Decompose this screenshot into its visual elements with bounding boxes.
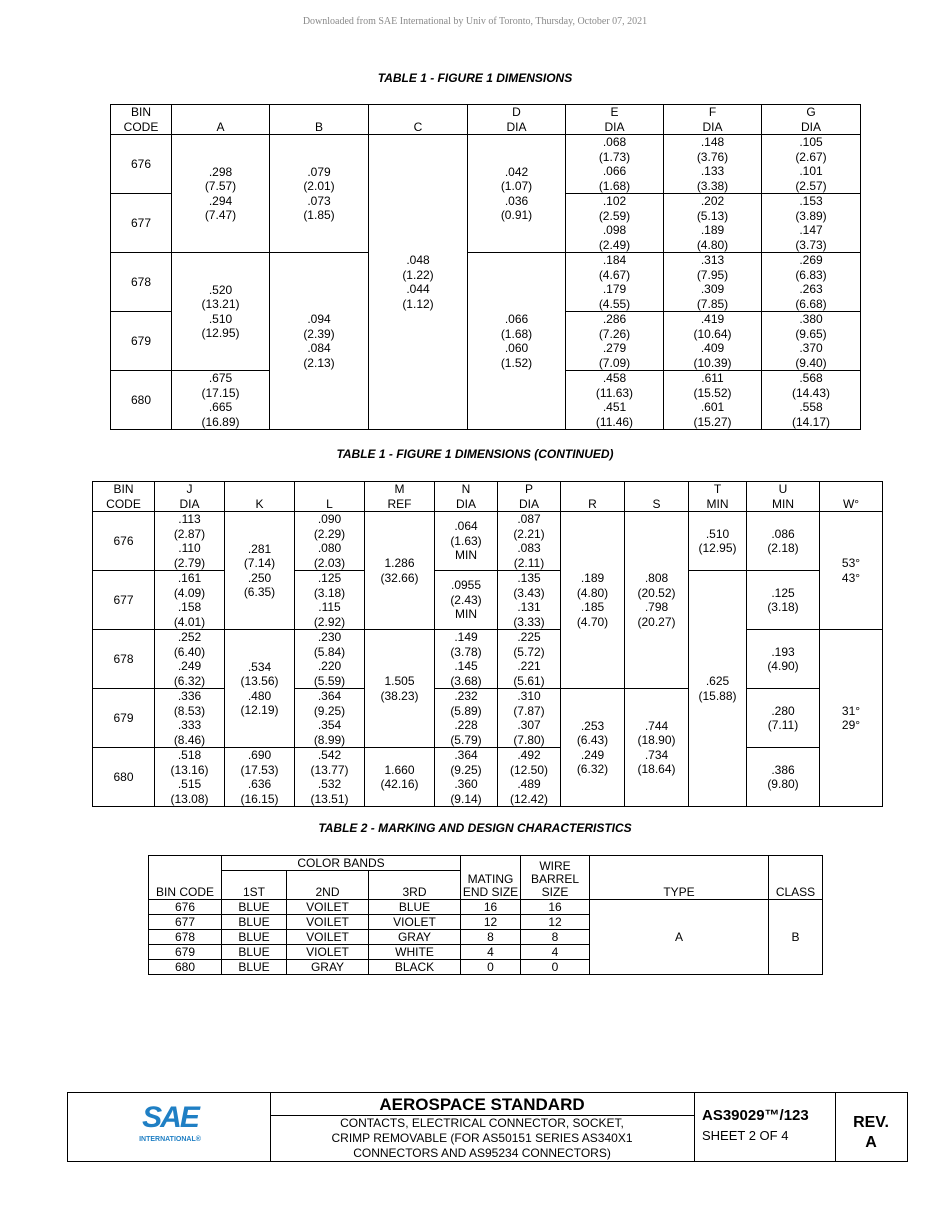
color-band-3: BLUE <box>369 900 461 915</box>
color-band-1: BLUE <box>222 930 287 945</box>
dim-j: .518 (13.16) .515 (13.08) <box>155 748 225 807</box>
dim-s: .744 (18.90) .734 (18.64) <box>625 689 689 807</box>
dim-l: .125 (3.18) .115 (2.92) <box>295 571 365 630</box>
table-row <box>93 748 883 807</box>
header-w: W° <box>820 482 883 512</box>
bin-code: 676 <box>111 135 172 194</box>
dim-d: .066 (1.68) .060 (1.52) <box>468 253 566 430</box>
download-note: Downloaded from SAE International by Univ of Toronto, Thursday, October 07, 2021 <box>302 16 648 27</box>
table1-continued <box>92 481 883 807</box>
dim-g: .269 (6.83) .263 (6.68) <box>762 253 861 312</box>
dim-f: .419 (10.64) .409 (10.39) <box>664 312 762 371</box>
color-band-2: VOILET <box>287 915 369 930</box>
dim-e: .458 (11.63) .451 (11.46) <box>566 371 664 430</box>
dim-c: .048 (1.22) .044 (1.12) <box>369 135 468 430</box>
dim-u: .386 (9.80) <box>747 748 820 807</box>
dim-a: .298 (7.57) .294 (7.47) <box>172 135 270 253</box>
header-l: L <box>295 482 365 512</box>
table-row <box>93 571 883 630</box>
header-m: M REF <box>365 482 435 512</box>
dim-e: .184 (4.67) .179 (4.55) <box>566 253 664 312</box>
bin-code: 678 <box>93 630 155 689</box>
dim-p: .135 (3.43) .131 (3.33) <box>498 571 561 630</box>
color-band-2: VOILET <box>287 900 369 915</box>
dim-m: 1.505 (38.23) <box>365 630 435 748</box>
dim-w: 31° 29° <box>820 630 883 807</box>
dim-u: .125 (3.18) <box>747 571 820 630</box>
dim-f: .148 (3.76) .133 (3.38) <box>664 135 762 194</box>
document-title <box>270 1093 695 1161</box>
bin-code: 680 <box>93 748 155 807</box>
header-s: S <box>625 482 689 512</box>
dim-n: .364 (9.25) .360 (9.14) <box>435 748 498 807</box>
logo-subtitle: INTERNATIONAL® <box>139 1136 201 1143</box>
header-d: D DIA <box>468 105 566 135</box>
color-band-3: GRAY <box>369 930 461 945</box>
dim-f: .313 (7.95) .309 (7.85) <box>664 253 762 312</box>
bin-code: 676 <box>149 900 222 915</box>
dim-m: 1.660 (42.16) <box>365 748 435 807</box>
header-wire-barrel-size: WIRE BARREL SIZE <box>521 856 590 900</box>
table1-header-row <box>111 105 861 135</box>
table1b-title: TABLE 1 - FIGURE 1 DIMENSIONS (CONTINUED) <box>336 447 614 461</box>
dim-t: .625 (15.88) <box>689 571 747 807</box>
header-u: U MIN <box>747 482 820 512</box>
class-value: B <box>769 900 823 975</box>
bin-code: 678 <box>111 253 172 312</box>
dim-g: .568 (14.43) .558 (14.17) <box>762 371 861 430</box>
dim-p: .492 (12.50) .489 (12.42) <box>498 748 561 807</box>
bin-code: 677 <box>149 915 222 930</box>
mating-end-size: 16 <box>461 900 521 915</box>
bin-code: 677 <box>111 194 172 253</box>
header-e: E DIA <box>566 105 664 135</box>
color-band-1: BLUE <box>222 960 287 975</box>
bin-code: 677 <box>93 571 155 630</box>
dim-l: .090 (2.29) .080 (2.03) <box>295 512 365 571</box>
header-n: N DIA <box>435 482 498 512</box>
revision-label: REV. A <box>853 1114 889 1151</box>
header-b: B <box>270 105 369 135</box>
mating-end-size: 4 <box>461 945 521 960</box>
dim-u: .086 (2.18) <box>747 512 820 571</box>
color-band-1: BLUE <box>222 900 287 915</box>
dim-t: .510 (12.95) <box>689 512 747 571</box>
dim-g: .380 (9.65) .370 (9.40) <box>762 312 861 371</box>
document-number: AS39029™/123 <box>702 1107 809 1124</box>
header-p: P DIA <box>498 482 561 512</box>
table1 <box>110 104 861 430</box>
dim-s: .808 (20.52) .798 (20.27) <box>625 512 689 689</box>
table2 <box>148 855 823 975</box>
document-number-cell <box>694 1093 836 1161</box>
logo-wordmark: SAE <box>142 1101 198 1134</box>
header-bin-code: BIN CODE <box>111 105 172 135</box>
color-band-1: BLUE <box>222 915 287 930</box>
table-row <box>93 630 883 689</box>
header-class: CLASS <box>769 856 823 900</box>
color-band-3: WHITE <box>369 945 461 960</box>
header-a: A <box>172 105 270 135</box>
dim-k: .281 (7.14) .250 (6.35) <box>225 512 295 630</box>
dim-p: .225 (5.72) .221 (5.61) <box>498 630 561 689</box>
dim-e: .068 (1.73) .066 (1.68) <box>566 135 664 194</box>
bin-code: 680 <box>149 960 222 975</box>
dim-j: .113 (2.87) .110 (2.79) <box>155 512 225 571</box>
bin-code: 679 <box>149 945 222 960</box>
color-band-3: BLACK <box>369 960 461 975</box>
header-f: F DIA <box>664 105 762 135</box>
dim-k: .690 (17.53) .636 (16.15) <box>225 748 295 807</box>
dim-e: .102 (2.59) .098 (2.49) <box>566 194 664 253</box>
dim-f: .611 (15.52) .601 (15.27) <box>664 371 762 430</box>
bin-code: 679 <box>111 312 172 371</box>
sae-logo-icon <box>136 1101 206 1145</box>
dim-n: .149 (3.78) .145 (3.68) <box>435 630 498 689</box>
table-row <box>111 135 861 194</box>
header-3rd: 3RD <box>369 871 461 900</box>
revision-cell <box>835 1093 907 1161</box>
mating-end-size: 0 <box>461 960 521 975</box>
color-band-2: GRAY <box>287 960 369 975</box>
color-band-1: BLUE <box>222 945 287 960</box>
bin-code: 676 <box>93 512 155 571</box>
color-band-2: VIOLET <box>287 945 369 960</box>
dim-j: .161 (4.09) .158 (4.01) <box>155 571 225 630</box>
dim-n: .0955 (2.43) MIN <box>435 571 498 630</box>
dim-g: .153 (3.89) .147 (3.73) <box>762 194 861 253</box>
header-bin-code: BIN CODE <box>149 856 222 900</box>
mating-end-size: 8 <box>461 930 521 945</box>
title-block <box>67 1092 908 1162</box>
dim-p: .310 (7.87) .307 (7.80) <box>498 689 561 748</box>
table-row <box>149 900 823 915</box>
table1b-header-row <box>93 482 883 512</box>
header-c: C <box>369 105 468 135</box>
bin-code: 678 <box>149 930 222 945</box>
dim-k: .534 (13.56) .480 (12.19) <box>225 630 295 748</box>
wire-barrel-size: 12 <box>521 915 590 930</box>
wire-barrel-size: 4 <box>521 945 590 960</box>
dim-u: .280 (7.11) <box>747 689 820 748</box>
dim-w: 53° 43° <box>820 512 883 630</box>
bin-code: 680 <box>111 371 172 430</box>
dim-f: .202 (5.13) .189 (4.80) <box>664 194 762 253</box>
table1-title: TABLE 1 - FIGURE 1 DIMENSIONS <box>377 71 573 85</box>
dim-u: .193 (4.90) <box>747 630 820 689</box>
wire-barrel-size: 16 <box>521 900 590 915</box>
dim-l: .364 (9.25) .354 (8.99) <box>295 689 365 748</box>
header-k: K <box>225 482 295 512</box>
dim-a: .520 (13.21) .510 (12.95) <box>172 253 270 371</box>
dim-n: .064 (1.63) MIN <box>435 512 498 571</box>
table-row <box>93 512 883 571</box>
dim-b: .094 (2.39) .084 (2.13) <box>270 253 369 430</box>
dim-g: .105 (2.67) .101 (2.57) <box>762 135 861 194</box>
table2-title: TABLE 2 - MARKING AND DESIGN CHARACTERISTICS <box>318 821 632 835</box>
table-row <box>93 689 883 748</box>
header-2nd: 2ND <box>287 871 369 900</box>
header-bin-code: BIN CODE <box>93 482 155 512</box>
header-t: T MIN <box>689 482 747 512</box>
dim-d: .042 (1.07) .036 (0.91) <box>468 135 566 253</box>
header-1st: 1ST <box>222 871 287 900</box>
header-j: J DIA <box>155 482 225 512</box>
wire-barrel-size: 0 <box>521 960 590 975</box>
dim-r: .253 (6.43) .249 (6.32) <box>561 689 625 807</box>
dim-j: .252 (6.40) .249 (6.32) <box>155 630 225 689</box>
dim-n: .232 (5.89) .228 (5.79) <box>435 689 498 748</box>
header-color-bands: COLOR BANDS <box>222 856 461 871</box>
header-type: TYPE <box>590 856 769 900</box>
header-r: R <box>561 482 625 512</box>
dim-r: .189 (4.80) .185 (4.70) <box>561 512 625 689</box>
header-mating-end-size: MATING END SIZE <box>461 856 521 900</box>
dim-l: .542 (13.77) .532 (13.51) <box>295 748 365 807</box>
wire-barrel-size: 8 <box>521 930 590 945</box>
dim-p: .087 (2.21) .083 (2.11) <box>498 512 561 571</box>
mating-end-size: 12 <box>461 915 521 930</box>
color-band-2: VOILET <box>287 930 369 945</box>
standard-label: AEROSPACE STANDARD <box>270 1093 694 1116</box>
document-description: CONTACTS, ELECTRICAL CONNECTOR, SOCKET, CRIMP REMOVABLE (FOR AS50151 SERIES AS340X1 CONNECTORS AND AS95234 CONNECTORS) <box>331 1116 633 1160</box>
dim-a: .675 (17.15) .665 (16.89) <box>172 371 270 430</box>
dim-l: .230 (5.84) .220 (5.59) <box>295 630 365 689</box>
header-g: G DIA <box>762 105 861 135</box>
color-band-3: VIOLET <box>369 915 461 930</box>
sae-logo <box>68 1093 271 1161</box>
bin-code: 679 <box>93 689 155 748</box>
table2-header-row <box>149 856 823 871</box>
dim-e: .286 (7.26) .279 (7.09) <box>566 312 664 371</box>
table-row <box>111 253 861 312</box>
dim-m: 1.286 (32.66) <box>365 512 435 630</box>
sheet-number: SHEET 2 OF 4 <box>702 1128 789 1143</box>
type-value: A <box>590 900 769 975</box>
dim-j: .336 (8.53) .333 (8.46) <box>155 689 225 748</box>
dim-b: .079 (2.01) .073 (1.85) <box>270 135 369 253</box>
